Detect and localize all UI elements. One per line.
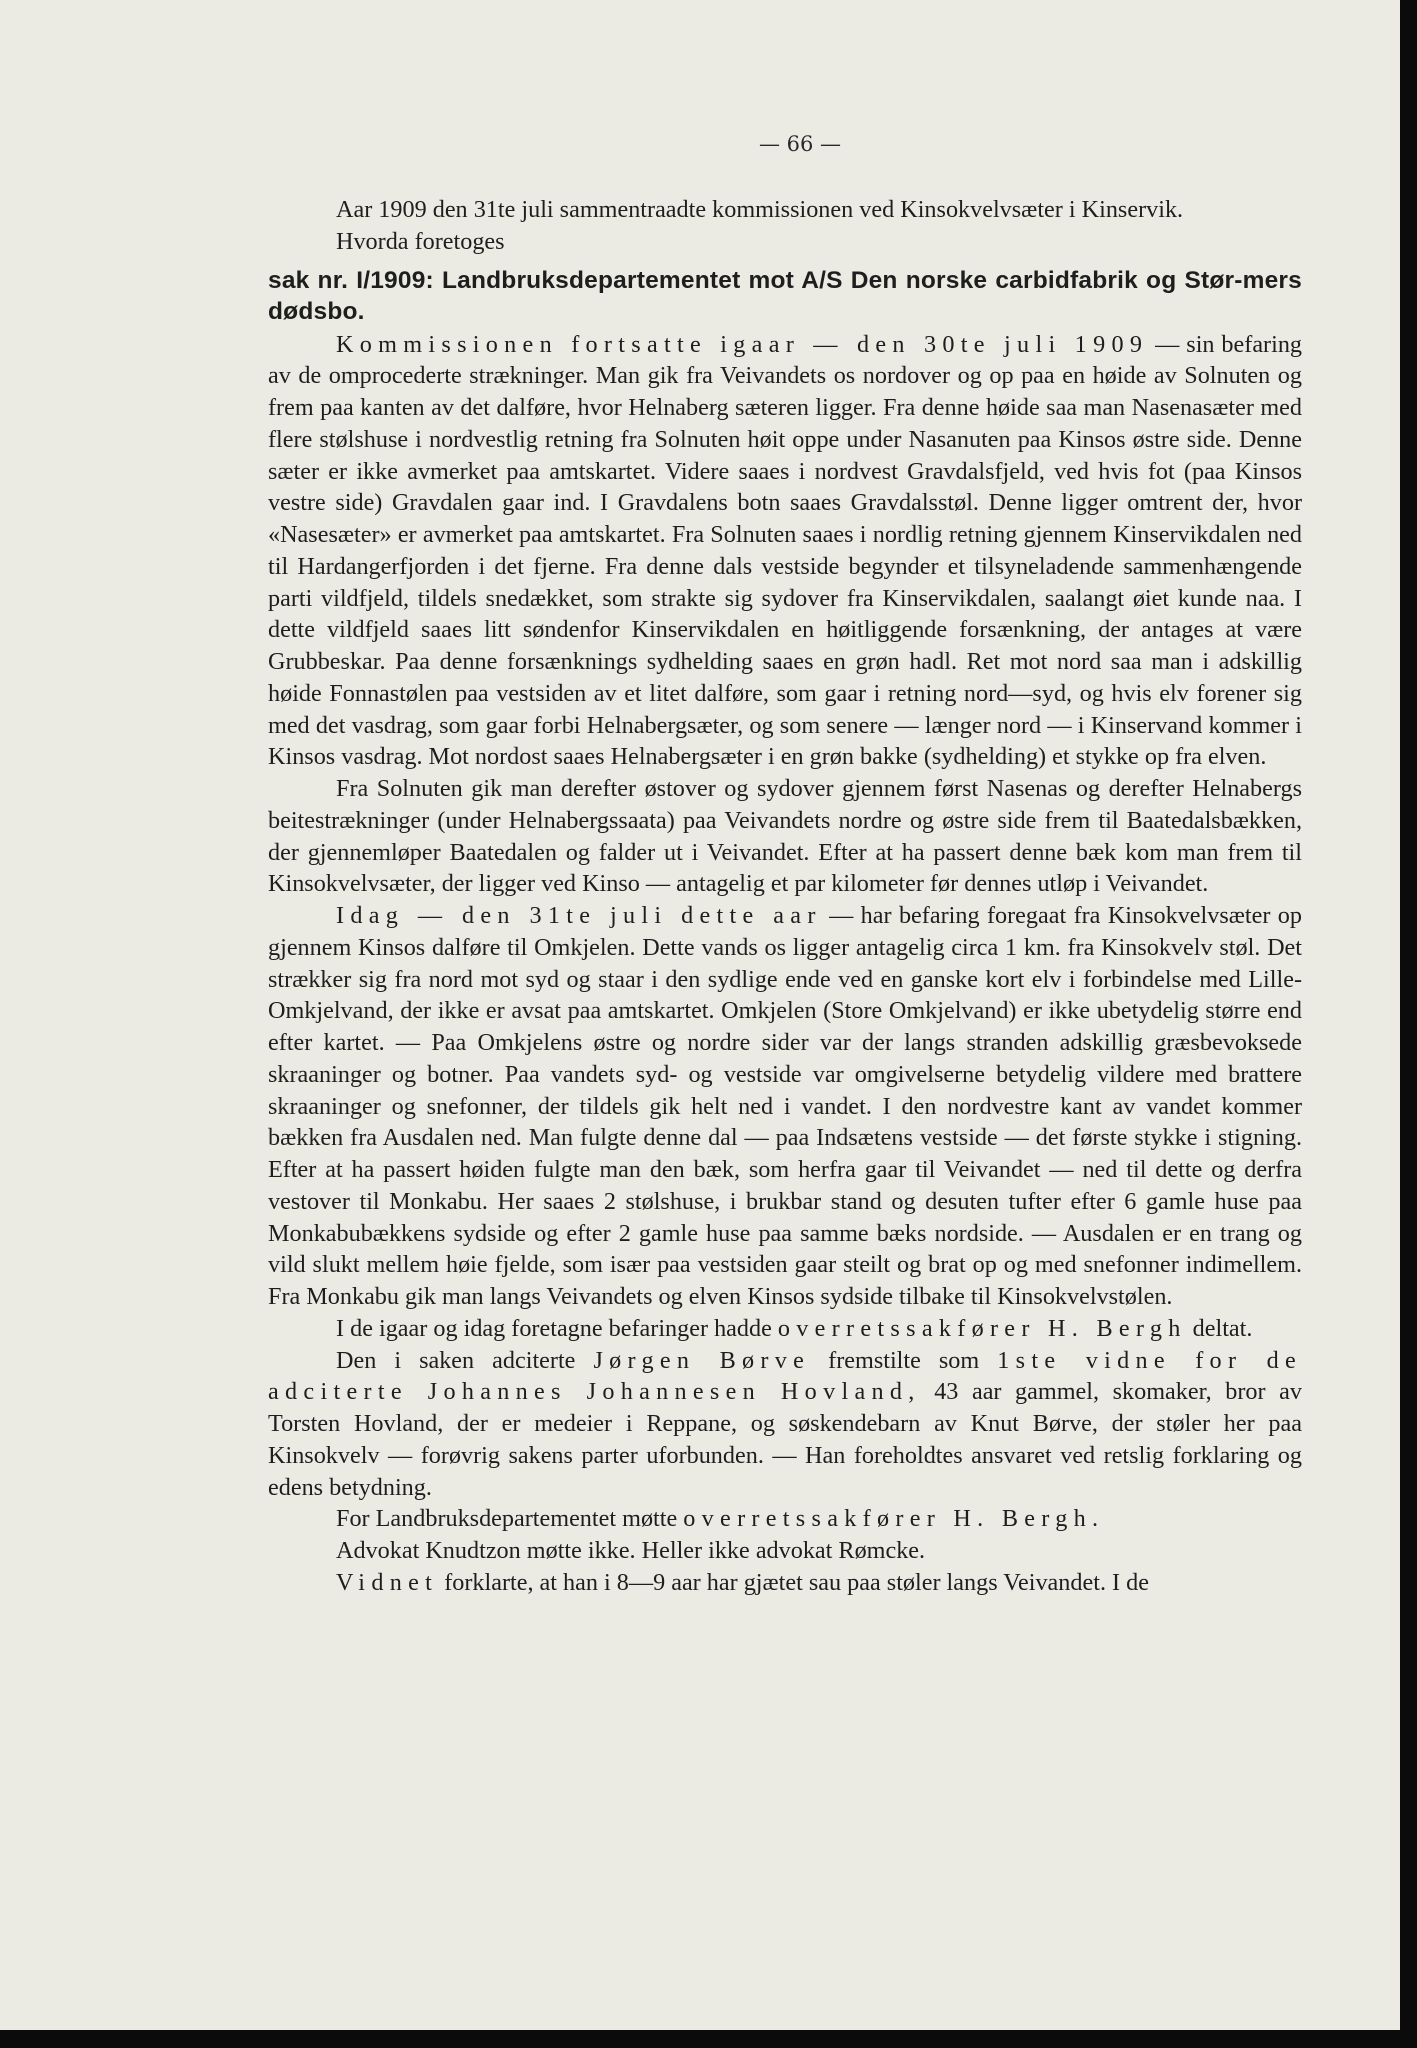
paragraph-6: [268, 1503, 1302, 1535]
paragraph-5-text: Den i saken adciterte: [336, 1346, 576, 1374]
opening-line-1: Aar 1909 den 31te juli sammentraadte kommissionen ved Kinsokvelvsæter i Kinservik.: [336, 196, 1184, 223]
spaced-emphasis: Jørgen Børve: [593, 1346, 811, 1374]
spaced-emphasis: Kommissionen fortsatte igaar — den 30te juli 1909: [336, 330, 1149, 358]
body-text: [268, 194, 1302, 1599]
paragraph-4-end: deltat.: [1192, 1314, 1253, 1342]
spaced-emphasis: overretssakfører H. Bergh: [777, 1314, 1187, 1342]
spaced-emphasis: Idag — den 31te juli dette aar: [336, 902, 822, 929]
paragraph-3-text: — har befaring foregaat fra Kinsokvelvsæter op gjennem Kinsos dalføre til Omkjelen. Dette vands os ligger antagelig circa 1 km. fra Kinsokvelv støl. Det strækker sig fra nord mot syd og staar i den sydlige ende ved en ganske kort elv i forbindelse med Lille-Omkjelvand, der ikke er avsat paa amtskartet. Omkjelen (Store Omkjelvand) er ikke ubetydelig større end efter kartet. — Paa Omkjelens østre og nordre sider var der langs stranden adskillig græsbevoksede skraaninger og botner. Paa vandets syd- og vestside var omgivelserne betydelig vildere med brattere skraaninger og snefonner, der tildels gik helt ned i vandet. I den nordvestre kant av vandet kommer bækken fra Ausdalen ned. Man fulgte denne dal — paa Indsætens vestside — det første stykke i stigning. Efter at ha passert høiden fulgte man den bæk, som herfra gaar til Veivandet — ned til dette og derfra vestover til Monkabu. Her saaes 2 stølshuse, i brukbar stand og desuten tufter efter 6 gamle huse paa Monkabubækkens sydside og efter 2 gamle huse paa samme bæks nordside. — Ausdalen er en trang og vild slukt mellem høie fjelde, som især paa vestsiden gaar steilt og brat op og med snefonner indimellem. Fra Monkabu gik man langs Veivandets og elven Kinsos sydside tilbake til Kinsokvelvstølen.: [268, 902, 1302, 1310]
paragraph-2: Fra Solnuten gik man derefter østover og sydover gjennem først Nasenas og derefter Helnabergs beitestrækninger (under Helnabergssaata) paa Veivandets nordre og østre side frem til Baatedalsbækken, der gjennemløper Baatedalen og falder ut i Veivandet. Efter at ha passert denne bæk kom man frem til Kinsokvelvsæter, der ligger ved Kinso — antagelig et par kilometer før dennes utløp i Veivandet.: [268, 775, 1302, 898]
spaced-emphasis: 1ste vidne for de adciterte Johannes Johannesen Hovland,: [268, 1346, 1303, 1406]
opening-line-2: Hvorda foretoges: [336, 227, 505, 255]
paragraph-6-text: For Landbruksdepartementet møtte: [336, 1505, 678, 1533]
paragraph-4: [268, 1313, 1302, 1345]
paragraph-1-text: — sin befaring av de omprocederte strækninger. Man gik fra Veivandets os nordover og op paa en høide av Solnuten og frem paa kanten av det dalføre, hvor Helnaberg sæteren ligger. Fra denne høide saa man Nasenasæter med flere stølshuse i nordvestlig retning fra Solnuten høit oppe under Nasanuten paa Kinsos østre side. Denne sæter er ikke avmerket paa amtskartet. Videre saaes i nordvest Gravdalsfjeld, ved hvis fot (paa Kinsos vestre side) Gravdalen gaar ind. I Gravdalens botn saaes Gravdalsstøl. Denne ligger omtrent der, hvor «Nasesæter» er avmerket paa amtskartet. Fra Solnuten saaes i nordlig retning gjennem Kinservikdalen ned til Hardangerfjorden i det fjerne. Fra denne dals vestside begynder et tilsyneladende sammenhængende parti vildfjeld, tildels snedækket, som strakte sig sydover fra Kinservikdalen, saalangt øiet kunde naa. I dette vildfjeld saaes litt søndenfor Kinservikdalen en høitliggende forsænkning, der antages at være Grubbeskar. Paa denne forsænknings sydhelding saaes en grøn hadl. Ret mot nord saa man i adskillig høide Fonnastølen paa vestsiden av et litet dalføre, som gaar i retning nord—syd, og hvis elv forener sig med det vasdrag, som gaar forbi Helnabergsæter, og som senere — længer nord — i Kinservand kommer i Kinsos vasdrag. Mot nordost saaes Helnabergsæter i en grøn bakke (sydhelding) et stykke op fra elven.: [268, 330, 1303, 771]
spaced-emphasis: Vidnet: [336, 1568, 439, 1596]
case-heading: sak nr. I/1909: Landbruksdepartementet mot A/S Den norske carbidfabrik og Stør-mers dødsbo.: [268, 266, 1302, 325]
spaced-emphasis: overretssakfører H. Bergh.: [683, 1505, 1105, 1533]
page-number: — 66 —: [758, 132, 842, 156]
paragraph-5: [268, 1345, 1302, 1504]
paragraph-5-text: 43 aar gammel, skomaker, bror av Torsten Hovland, der er medeier i Reppane, og søskendebarn av Knut Børve, der støler her paa Kinsokvelv — forøvrig sakens parter uforbunden. — Han foreholdtes ansvaret ved retslig forklaring og edens betydning.: [268, 1378, 1302, 1501]
paragraph-4-text: I de igaar og idag foretagne befaringer hadde: [336, 1314, 772, 1342]
paragraph-8: [268, 1567, 1302, 1599]
paragraph-5-text: fremstilte som: [828, 1346, 980, 1374]
paragraph-1: [268, 329, 1302, 774]
paragraph-3: [268, 900, 1302, 1313]
paragraph-7: Advokat Knudtzon møtte ikke. Heller ikke advokat Rømcke.: [336, 1537, 926, 1564]
paragraph-8-text: forklarte, at han i 8—9 aar har gjætet sau paa støler langs Veivandet. I de: [444, 1568, 1149, 1596]
